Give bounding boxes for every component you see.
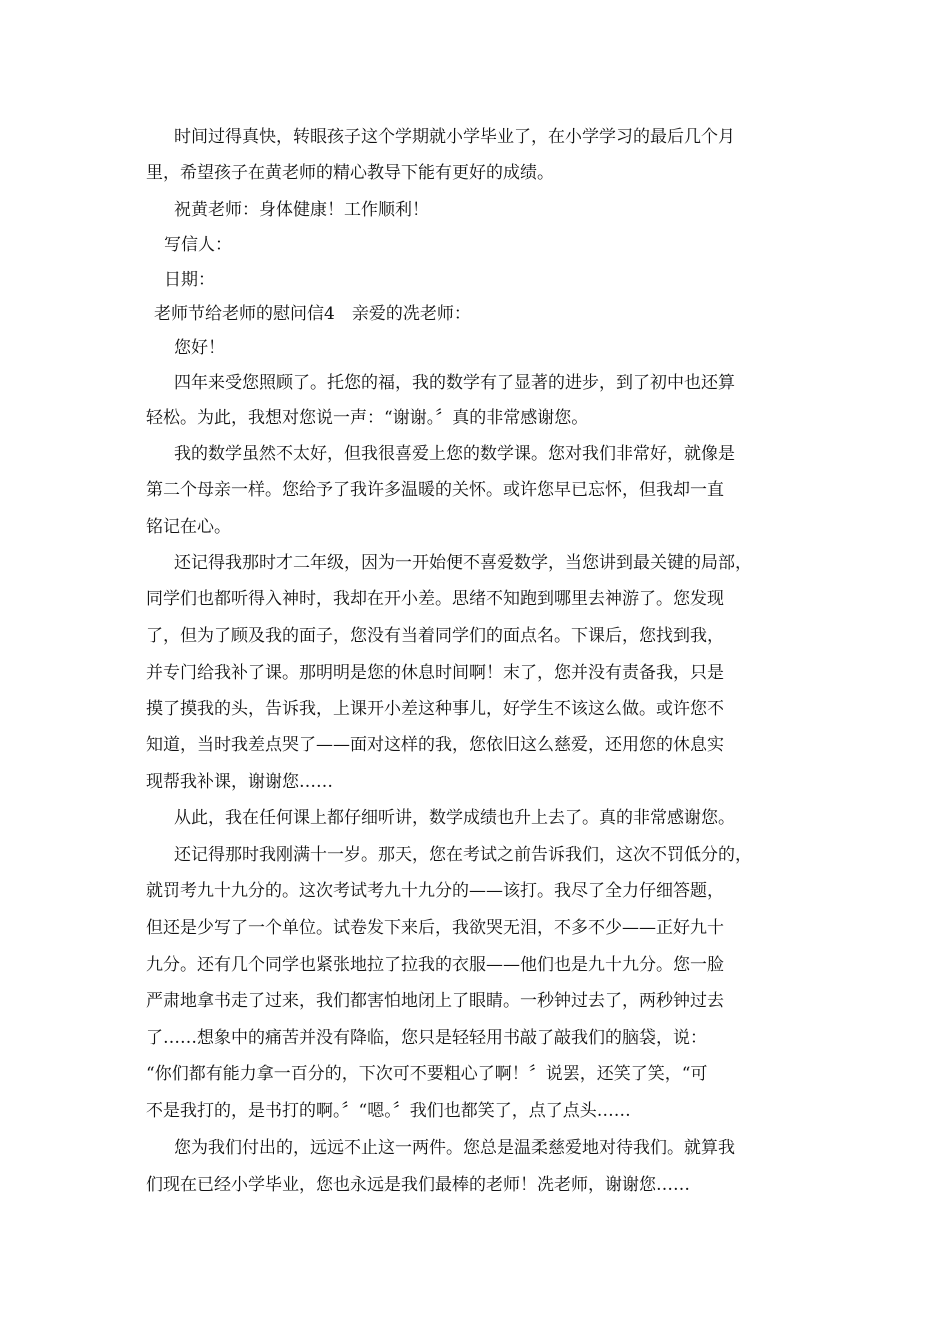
text-line: 九分。还有几个同学也紧张地拉了拉我的衣服——他们也是九十九分。您一脸 bbox=[146, 955, 724, 975]
text-line: 还记得我那时才二年级，因为一开始便不喜爱数学，当您讲到最关键的局部， bbox=[174, 553, 752, 573]
text-line: 祝黄老师：身体健康！工作顺利！ bbox=[174, 200, 429, 220]
text-line: 老师节给老师的慰问信4 亲爱的冼老师： bbox=[154, 304, 471, 324]
text-line: 现帮我补课，谢谢您…… bbox=[146, 772, 333, 792]
text-line: 轻松。为此，我想对您说一声：“谢谢。〞真的非常感谢您。 bbox=[146, 408, 589, 428]
text-line: “你们都有能力拿一百分的，下次可不要粗心了啊！〞说罢，还笑了笑，“可 bbox=[146, 1064, 708, 1084]
text-line: 不是我打的，是书打的啊。〞“嗯。〞我们也都笑了，点了点头…… bbox=[146, 1101, 631, 1121]
text-line: 严肃地拿书走了过来，我们都害怕地闭上了眼睛。一秒钟过去了，两秒钟过去 bbox=[146, 991, 724, 1011]
text-line: 四年来受您照顾了。托您的福，我的数学有了显著的进步，到了初中也还算 bbox=[174, 373, 735, 393]
text-line: 从此，我在任何课上都仔细听讲，数学成绩也升上去了。真的非常感谢您。 bbox=[174, 808, 735, 828]
text-line: 日期： bbox=[164, 270, 215, 290]
text-line: 就罚考九十九分的。这次考试考九十九分的——该打。我尽了全力仔细答题， bbox=[146, 881, 724, 901]
text-line: 我的数学虽然不太好，但我很喜爱上您的数学课。您对我们非常好，就像是 bbox=[174, 444, 735, 464]
text-line: 还记得那时我刚满十一岁。那天，您在考试之前告诉我们，这次不罚低分的， bbox=[174, 845, 752, 865]
text-line: 们现在已经小学毕业，您也永远是我们最棒的老师！冼老师，谢谢您…… bbox=[146, 1175, 690, 1195]
text-line: 写信人： bbox=[164, 235, 232, 255]
text-line: 同学们也都听得入神时，我却在开小差。思绪不知跑到哪里去神游了。您发现 bbox=[146, 589, 724, 609]
text-line: 知道，当时我差点哭了——面对这样的我，您依旧这么慈爱，还用您的休息实 bbox=[146, 735, 724, 755]
text-line: 里，希望孩子在黄老师的精心教导下能有更好的成绩。 bbox=[146, 163, 554, 183]
text-line: 第二个母亲一样。您给予了我许多温暖的关怀。或许您早已忘怀，但我却一直 bbox=[146, 480, 724, 500]
text-line: 但还是少写了一个单位。试卷发下来后，我欲哭无泪，不多不少——正好九十 bbox=[146, 918, 724, 938]
text-line: 铭记在心。 bbox=[146, 517, 231, 537]
text-line: 了……想象中的痛苦并没有降临，您只是轻轻用书敲了敲我们的脑袋，说： bbox=[146, 1028, 707, 1048]
text-line: 了，但为了顾及我的面子，您没有当着同学们的面点名。下课后，您找到我， bbox=[146, 626, 724, 646]
text-line: 摸了摸我的头，告诉我，上课开小差这种事儿，好学生不该这么做。或许您不 bbox=[146, 699, 724, 719]
text-line: 您好！ bbox=[174, 338, 225, 358]
text-line: 您为我们付出的，远远不止这一两件。您总是温柔慈爱地对待我们。就算我 bbox=[174, 1138, 735, 1158]
text-line: 并专门给我补了课。那明明是您的休息时间啊！末了，您并没有责备我，只是 bbox=[146, 663, 724, 683]
text-line: 时间过得真快，转眼孩子这个学期就小学毕业了，在小学学习的最后几个月 bbox=[174, 127, 735, 147]
